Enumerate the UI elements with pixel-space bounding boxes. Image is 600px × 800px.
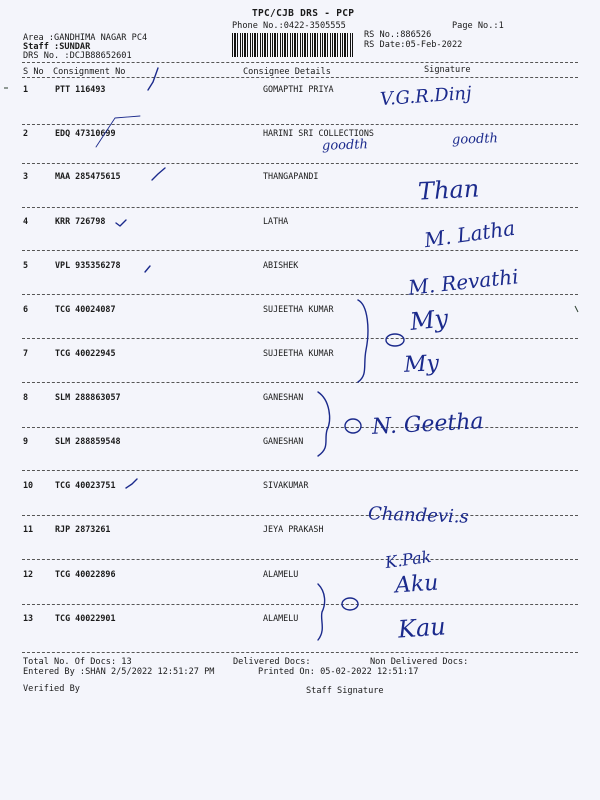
row-consignment: PTT 116493 — [55, 84, 106, 94]
row-consignee: THANGAPANDI — [263, 171, 319, 181]
signature-row-6: My — [408, 304, 450, 336]
row-consignee: HARINI SRI COLLECTIONS — [263, 128, 374, 138]
column-header-signature: Signature — [424, 65, 471, 75]
staff-label: Staff :SUNDAR — [23, 42, 91, 52]
row-consignee: GANESHAN — [263, 436, 304, 446]
row-consignment: VPL 935356278 — [55, 260, 121, 270]
row-consignment: SLM 288863057 — [55, 392, 121, 402]
row-consignee: SUJEETHA KUMAR — [263, 348, 334, 358]
area-label: Area :GANDHIMA NAGAR PC4 — [23, 33, 148, 43]
row-consignee: ABISHEK — [263, 260, 299, 270]
row-sno: 9 — [23, 436, 29, 446]
row-consignment: MAA 285475615 — [55, 171, 121, 181]
divider — [22, 382, 578, 383]
divider — [22, 652, 578, 653]
printed-on: Printed On: 05-02-2022 12:51:17 — [258, 667, 419, 677]
divider — [22, 207, 578, 208]
rs-number: RS No.:886526 — [364, 30, 432, 40]
column-header-consignee: Consignee Details — [243, 67, 331, 77]
divider — [22, 124, 578, 125]
row-sno: 1 — [23, 84, 29, 94]
signature-row-2a: goodth — [321, 137, 369, 154]
row-sno: 4 — [23, 216, 29, 226]
total-docs: Total No. Of Docs: 13 — [23, 657, 132, 667]
signature-row-4: M. Latha — [422, 215, 517, 253]
signature-row-1: V.G.R.Dinj — [379, 82, 473, 111]
row-consignee: LATHA — [263, 216, 289, 226]
column-header-consignment: Consignment No — [53, 67, 126, 77]
row-consignment: TCG 40023751 — [55, 480, 116, 490]
column-header-sno: S No — [23, 67, 44, 77]
rs-date: RS Date:05-Feb-2022 — [364, 40, 463, 50]
divider — [22, 427, 578, 428]
divider — [22, 338, 578, 339]
row-sno: 2 — [23, 128, 29, 138]
row-sno: 12 — [23, 569, 34, 579]
divider — [22, 250, 578, 251]
row-consignment: TCG 40024087 — [55, 304, 116, 314]
row-consignment: EDQ 47310699 — [55, 128, 116, 138]
signature-rows-8-9: N. Geetha — [371, 409, 485, 440]
row-sno: 6 — [23, 304, 29, 314]
signature-row-13: Kau — [397, 612, 447, 644]
row-consignment: SLM 288859548 — [55, 436, 121, 446]
verified-by: Verified By — [23, 684, 80, 694]
row-sno: 5 — [23, 260, 29, 270]
row-consignee: ALAMELU — [263, 613, 299, 623]
signature-row-12b: Aku — [394, 570, 440, 599]
signature-row-5: M. Revathi — [407, 264, 520, 300]
divider — [22, 604, 578, 605]
document-title: TPC/CJB DRS - PCP — [252, 8, 355, 19]
row-consignment: TCG 40022901 — [55, 613, 116, 623]
phone-number: Phone No.:0422-3505555 — [232, 21, 346, 31]
divider — [22, 559, 578, 560]
row-consignment: RJP 2873261 — [55, 524, 111, 534]
signature-row-3: Than — [417, 174, 480, 206]
delivered-docs: Delivered Docs: — [233, 657, 311, 667]
row-consignee: SUJEETHA KUMAR — [263, 304, 334, 314]
entered-by: Entered By :SHAN 2/5/2022 12:51:27 PM — [23, 667, 215, 677]
row-consignee: ALAMELU — [263, 569, 299, 579]
divider — [22, 470, 578, 471]
signature-row-12a: K.Pak — [383, 546, 433, 573]
divider — [22, 515, 578, 516]
drs-number: DRS No. :DCJB88652601 — [23, 51, 132, 61]
divider — [22, 163, 578, 164]
row-sno: 8 — [23, 392, 29, 402]
staff-signature-label: Staff Signature — [306, 686, 384, 696]
signature-row-7: My — [403, 351, 440, 378]
row-consignee: JEYA PRAKASH — [263, 524, 324, 534]
divider — [22, 294, 578, 295]
row-consignee: GANESHAN — [263, 392, 304, 402]
row-sno: 10 — [23, 480, 34, 490]
signature-rows-10-11: Chandevi.s — [367, 503, 470, 528]
row-sno: 3 — [23, 171, 29, 181]
page-number: Page No.:1 — [452, 21, 504, 31]
signature-row-2b: goodth — [451, 131, 499, 148]
row-consignee: SIVAKUMAR — [263, 480, 309, 490]
row-sno: 7 — [23, 348, 29, 358]
row-consignment: KRR 726798 — [55, 216, 106, 226]
row-sno: 13 — [23, 613, 34, 623]
row-consignee: GOMAPTHI PRIYA — [263, 84, 334, 94]
row-consignment: TCG 40022896 — [55, 569, 116, 579]
row-consignment: TCG 40022945 — [55, 348, 116, 358]
row-sno: 11 — [23, 524, 34, 534]
non-delivered-docs: Non Delivered Docs: — [370, 657, 469, 667]
